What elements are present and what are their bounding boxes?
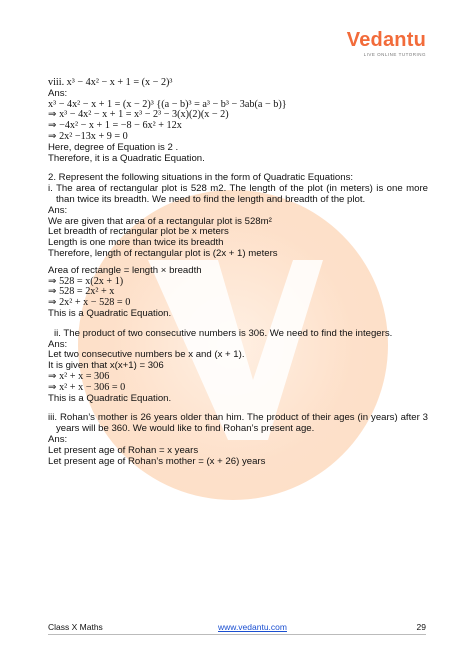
text-line: ⇒ 2x² −13x + 9 = 0 [48,130,128,142]
logo-tagline: LIVE ONLINE TUTORING [363,52,426,57]
text-line: This is a Quadratic Equation. [48,307,172,319]
text-line: ⇒ 2x² + x − 528 = 0 [48,297,131,309]
text-line: ⇒ −4x² − x + 1 = −8 − 6x² + 12x [48,120,182,132]
text-line: Let breadth of rectangular plot be x meters [48,226,229,238]
text-line: x³ − 4x² − x + 1 = (x − 2)³ {(a − b)³ = a³ − b³ − 3ab(a − b)} [48,98,287,110]
footer-subject: Class X Maths [48,622,103,632]
text-line: ⇒ x² + x − 306 = 0 [48,381,126,393]
text-line: Let present age of Rohan’s mother = (x + 26) years [48,455,266,467]
text-line: ⇒ 528 = 2x² + x [48,286,115,298]
text-line: We are given that area of a rectangular plot is 528m² [48,215,272,227]
text-line: Let present age of Rohan = x years [48,444,199,456]
text-line: Therefore, it is a Quadratic Equation. [48,152,205,164]
footer-website-link[interactable]: www.vedantu.com [218,622,287,632]
text-line: Let two consecutive numbers be x and (x + 1). [48,349,245,361]
footer-divider [48,634,426,635]
text-line: Ans: [48,338,68,350]
text-line: Ans: [48,87,68,99]
logo-wordmark: Vedantu [346,29,426,51]
text-line: ⇒ 528 = x(2x + 1) [48,275,124,287]
text-line: viii. x³ − 4x² − x + 1 = (x − 2)³ [48,77,173,88]
text-line: Length is one more than twice its breadth [48,237,224,249]
text-line: This is a Quadratic Equation. [48,392,172,404]
text-line: It is given that x(x+1) = 306 [48,360,164,372]
text-line: ⇒ x³ − 4x² − x + 1 = x³ − 2³ − 3(x)(2)(x − 2) [48,109,229,121]
document-body [48,78,428,467]
text-line: Area of rectangle = length × breadth [48,264,202,276]
text-line: 2. Represent the following situations in the form of Quadratic Equations: [48,172,354,184]
text-line: Therefore, length of rectangular plot is (2x + 1) meters [48,247,278,259]
text-line: iii. Rohan’s mother is 26 years older than him. The product of their ages (in years) after 3 years will be 360. We would like to find Rohan’s present age. [48,412,428,435]
text-line: Here, degree of Equation is 2 . [48,141,179,153]
page-number: 29 [416,622,426,632]
text-line: Ans: [48,204,68,216]
text-line: ii. The product of two consecutive numbers is 306. We need to find the integers. [54,327,393,339]
vedantu-logo [347,30,426,57]
text-line: Ans: [48,433,68,445]
text-line: i. The area of rectangular plot is 528 m2. The length of the plot (in meters) is one more than twice its breadth. We need to find the length and breadth of the plot. [48,183,428,205]
text-line: ⇒ x² + x = 306 [48,370,110,382]
